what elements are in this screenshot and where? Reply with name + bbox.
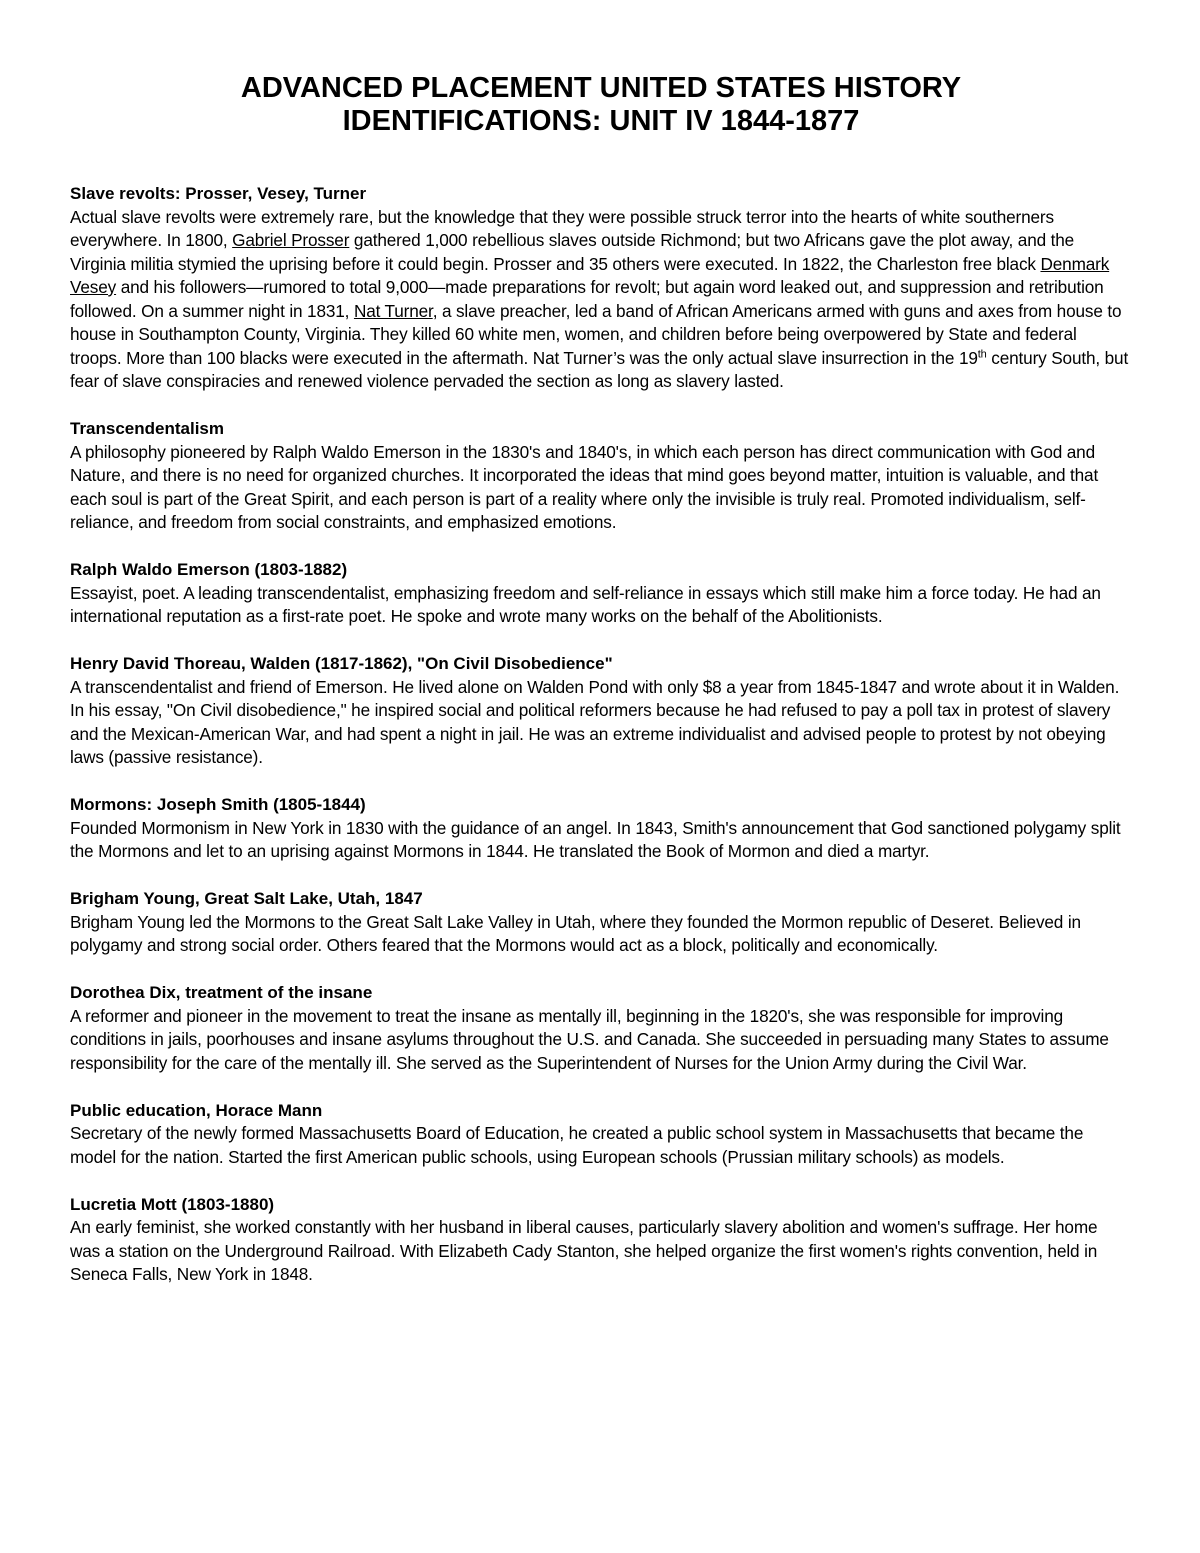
entry-title: Transcendentalism: [70, 419, 225, 438]
entry-title: Mormons: Joseph Smith (1805-1844): [70, 795, 366, 814]
entry-title: Ralph Waldo Emerson (1803-1882): [70, 560, 348, 579]
entry-body: Essayist, poet. A leading transcendentalist, emphasizing freedom and self-reliance in essays which still make him a force today. He had an international reputation as a first-rate poet. He spoke and wrote many works on the behalf of the Abolitionists.: [70, 582, 1101, 626]
entry-lucretia-mott: [70, 1193, 1132, 1287]
entry-slave-revolts: [70, 182, 1132, 394]
document-title-line-1: ADVANCED PLACEMENT UNITED STATES HISTORY: [240, 72, 962, 104]
document-page: [70, 72, 1132, 1310]
superscript-ordinal: th: [977, 347, 987, 360]
entry-transcendentalism: [70, 417, 1132, 535]
entry-body: A transcendentalist and friend of Emerson. He lived alone on Walden Pond with only $8 a year from 1845-1847 and wrote about it in Walden. In his essay, "On Civil disobedience," he inspired social and political reformers because he had refused to pay a poll tax in protest of slavery and the Mexican-American War, and had spent a night in jail. He was an extreme individualist and advised people to protest by not obeying laws (passive resistance).: [70, 676, 1120, 767]
document-title-line-2: IDENTIFICATIONS: UNIT IV 1844-1877: [342, 105, 860, 137]
entry-title: Lucretia Mott (1803-1880): [70, 1194, 275, 1214]
body-text: , a slave preacher, led a band of African Americans armed with guns and axes from house to house in Southampton County, Virginia. They killed 60 white men, women, and children before being overpowered by State and federal troops. More than 100 blacks were executed in the aftermath. Nat Turner’s was the only actual slave insurrection in the 19: [70, 300, 1122, 368]
entry-body: An early feminist, she worked constantly with her husband in liberal causes, particularly slavery abolition and women's suffrage. Her home was a station on the Underground Railroad. With Elizabeth Cady Stanton, she helped organize the first women's rights convention, held in Seneca Falls, New York in 1848.: [70, 1217, 1098, 1284]
body-text: Actual slave revolts were extremely rare, but the knowledge that they were possible struck terror into the hearts of white southerners everywhere. In 1800,: [70, 206, 1054, 250]
entry-title: Public education, Horace Mann: [70, 1100, 323, 1120]
entry-title: Dorothea Dix, treatment of the insane: [70, 983, 373, 1002]
entry-henry-david-thoreau: [70, 652, 1132, 770]
entry-public-education-horace-mann: [70, 1099, 1132, 1170]
entry-title: Slave revolts: Prosser, Vesey, Turner: [70, 184, 367, 203]
body-text: and his followers—rumored to total 9,000—made preparations for revolt; but again word leaked out, and suppression and retribution followed. On a summer night in 1831,: [70, 277, 1104, 321]
entry-body: A reformer and pioneer in the movement to treat the insane as mentally ill, beginning in the 1820's, she was responsible for improving conditions in jails, poorhouses and insane asylums throughout the U.S. and Canada. She succeeded in persuading many States to assume responsibility for the care of the mentally ill. She served as the Superintendent of Nurses for the Union Army during the Civil War.: [70, 1005, 1109, 1073]
entry-brigham-young: [70, 887, 1132, 958]
document-title: [70, 72, 1132, 138]
entry-body: [70, 206, 1132, 394]
entry-ralph-waldo-emerson: [70, 558, 1132, 629]
entry-body: Founded Mormonism in New York in 1830 with the guidance of an angel. In 1843, Smith's announcement that God sanctioned polygamy split the Mormons and let to an uprising against Mormons in 1844. He translated the Book of Mormon and died a martyr.: [70, 817, 1121, 861]
body-text: gathered 1,000 rebellious slaves outside Richmond; but two Africans gave the plot away, and the Virginia militia stymied the uprising before it could begin. Prosser and 35 others were executed. In 1822, the Charleston free black: [70, 230, 1075, 274]
body-text: century South, but fear of slave conspiracies and renewed violence pervaded the section as long as slavery lasted.: [70, 347, 1129, 391]
underlined-name-gabriel-prosser: Gabriel Prosser: [232, 230, 350, 250]
entry-title: Brigham Young, Great Salt Lake, Utah, 1847: [70, 889, 423, 908]
entry-title: Henry David Thoreau, Walden (1817-1862), "On Civil Disobedience": [70, 654, 613, 673]
entry-body: A philosophy pioneered by Ralph Waldo Emerson in the 1830's and 1840's, in which each person has direct communication with God and Nature, and there is no need for organized churches. It incorporated the ideas that mind goes beyond matter, intuition is valuable, and that each soul is part of the Great Spirit, and each person is part of a reality where only the invisible is truly real. Promoted individualism, self-reliance, and freedom from social constraints, and emphasized emotions.: [70, 441, 1099, 532]
underlined-name-denmark-vesey: Denmark Vesey: [70, 253, 1110, 297]
entry-mormons-joseph-smith: [70, 793, 1132, 864]
entry-body: Brigham Young led the Mormons to the Great Salt Lake Valley in Utah, where they founded the Mormon republic of Deseret. Believed in polygamy and strong social order. Others feared that the Mormons would act as a block, politically and economically.: [70, 911, 1081, 955]
underlined-name-nat-turner: Nat Turner: [353, 300, 433, 321]
entry-body: Secretary of the newly formed Massachusetts Board of Education, he created a public school system in Massachusetts that became the model for the nation. Started the first American public schools, using European schools (Prussian military schools) as models.: [70, 1123, 1084, 1167]
entry-dorothea-dix: [70, 981, 1132, 1075]
